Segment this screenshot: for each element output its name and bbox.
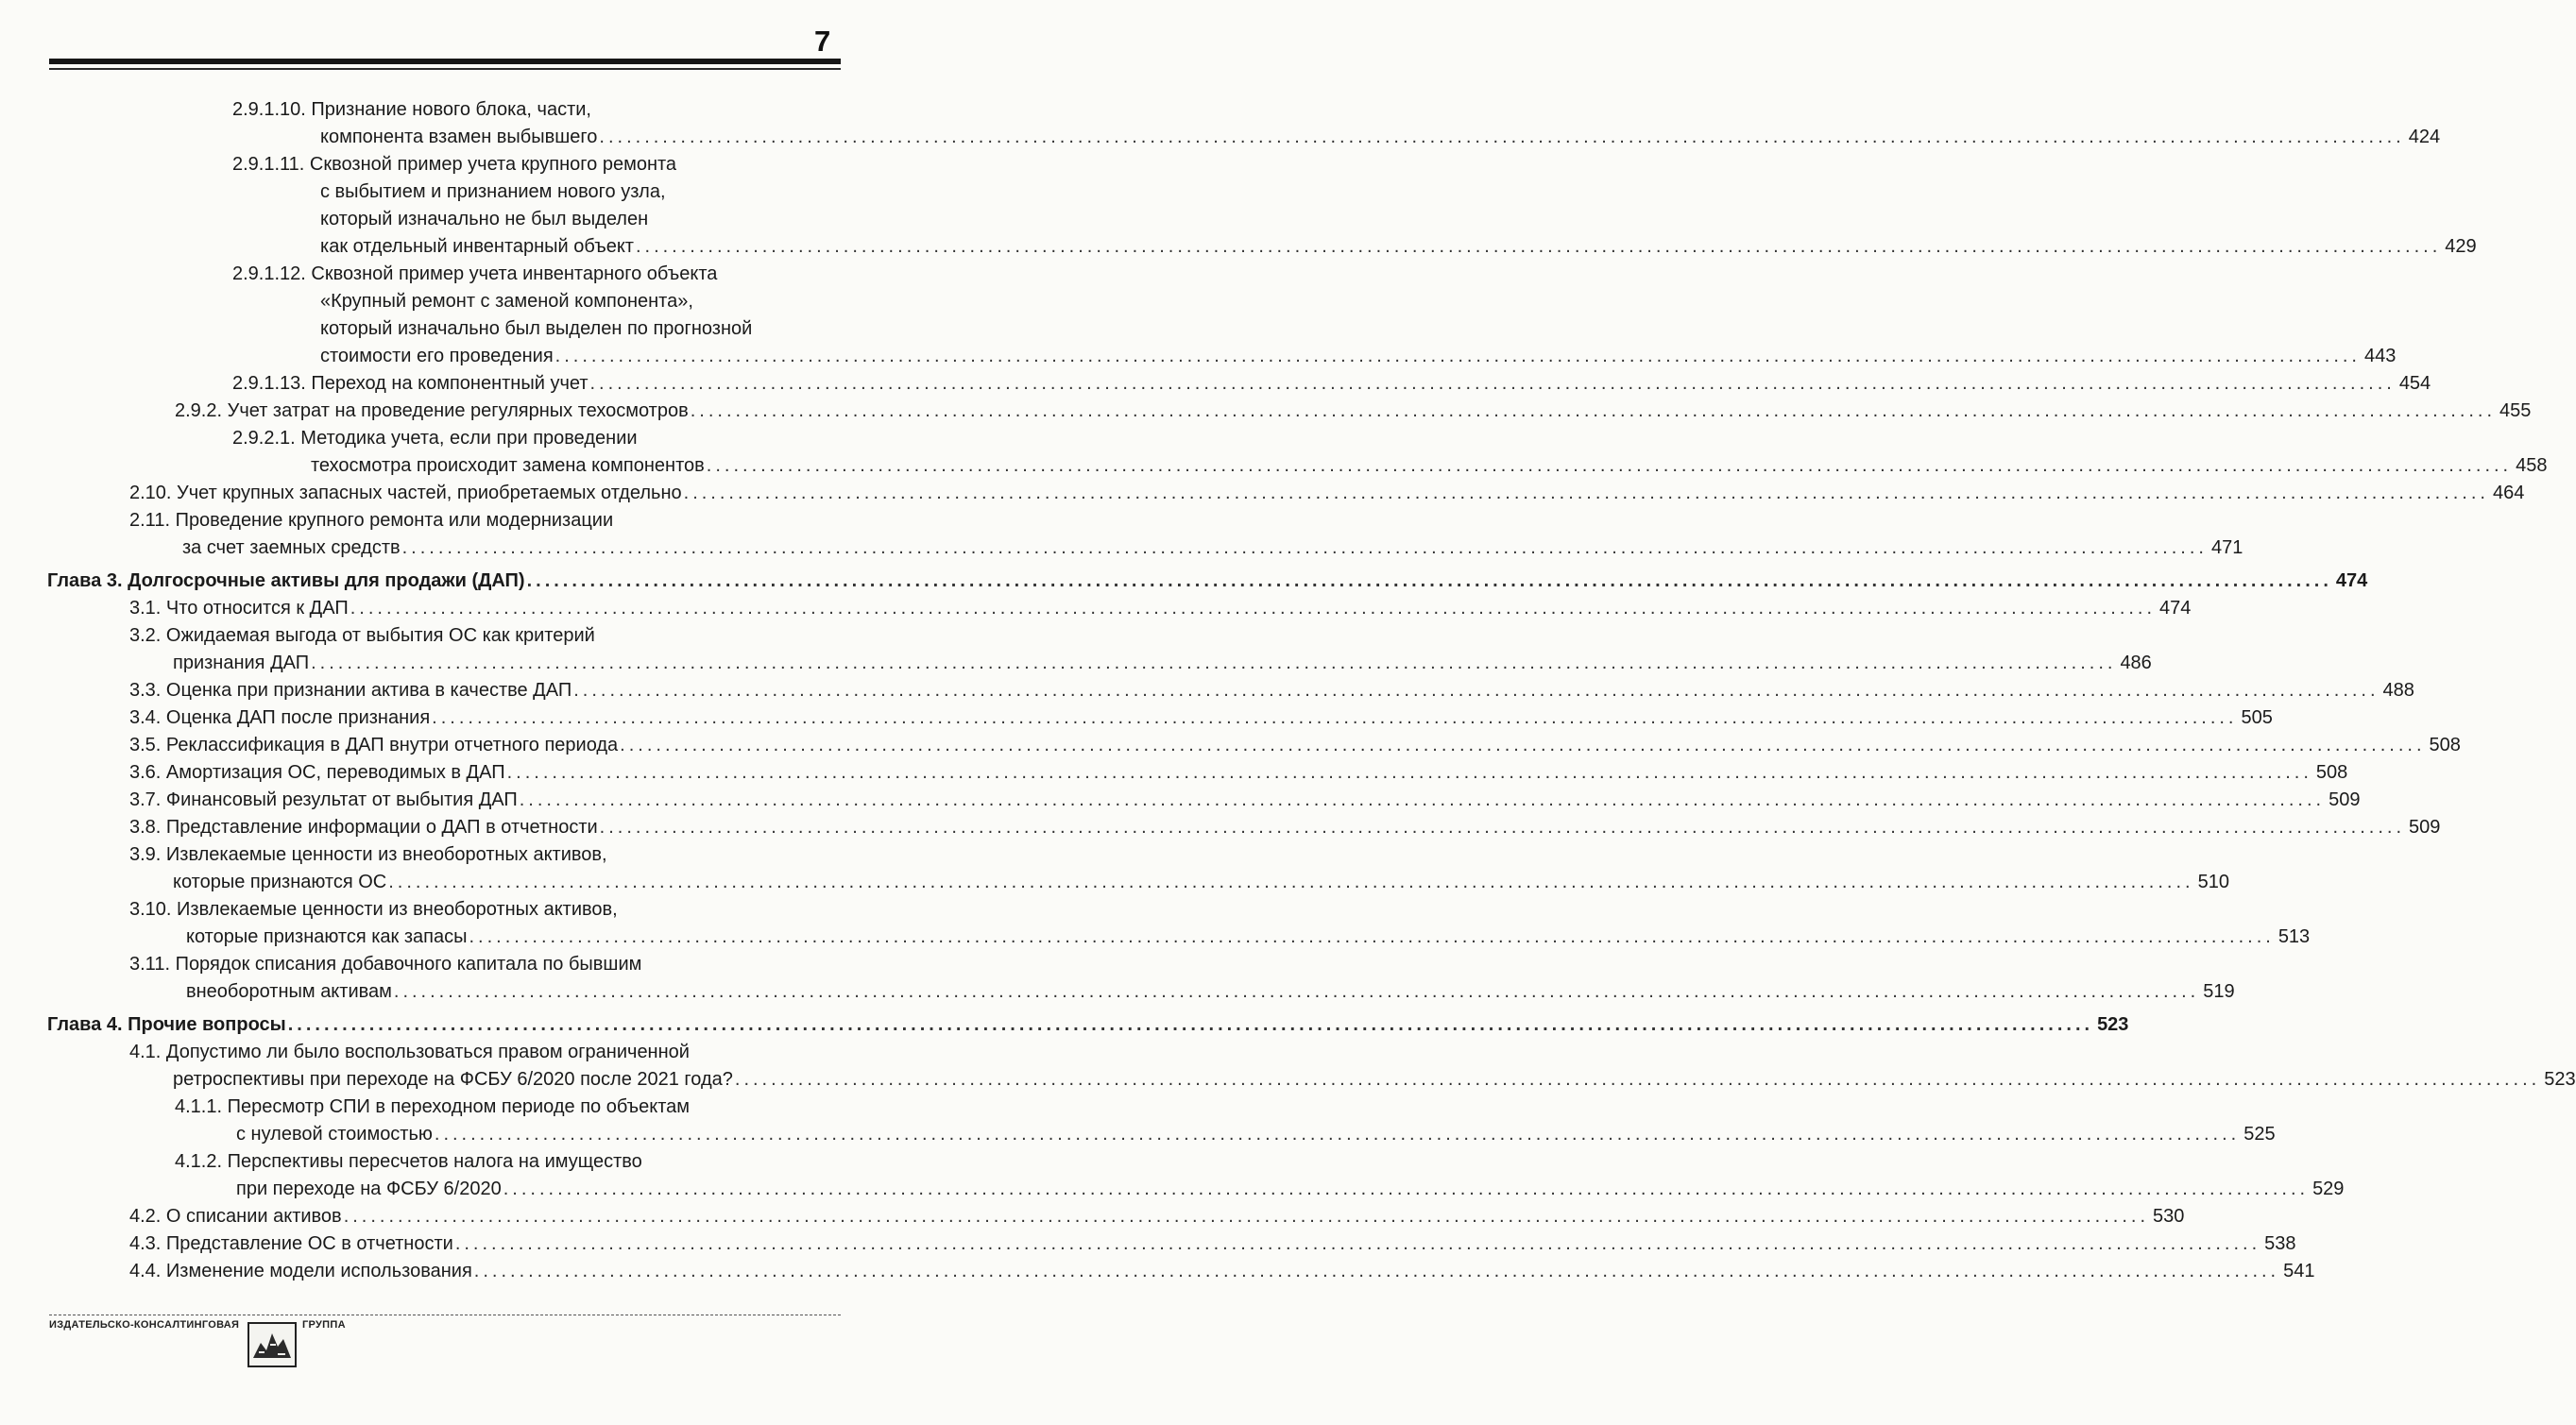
toc-line: [0, 841, 945, 869]
toc-entry: [0, 1039, 2576, 1094]
toc-line: [0, 704, 2273, 732]
toc-line: [0, 233, 2477, 261]
toc-entry-number: 3.3.: [129, 680, 162, 701]
toc-page-number: 474: [2159, 598, 2192, 619]
dot-leader: ........................................................................................................................................................................................................: [434, 1124, 2241, 1145]
page-number: 7: [814, 25, 831, 58]
toc-entry-title: техосмотра происходит замена компонентов: [311, 455, 705, 476]
toc-page-number: 510: [2197, 872, 2229, 892]
header-rule-thick: [49, 59, 841, 64]
toc-line: [0, 178, 945, 206]
dot-leader: ........................................................................................................................................................................................................: [506, 762, 2312, 783]
toc-line: [0, 759, 2348, 787]
toc-page-number: 508: [2429, 735, 2461, 755]
toc-entry-number: Глава 4.: [47, 1014, 123, 1035]
dot-leader: ........................................................................................................................................................................................................: [620, 735, 2426, 755]
toc-entry-title: Оценка при признании актива в качестве ДАП: [165, 680, 572, 701]
toc-entry-title: который изначально был выделен по прогнозной: [320, 318, 753, 339]
toc-entry-number: 3.11.: [129, 954, 170, 975]
toc-entry-number: 3.9.: [129, 844, 162, 865]
toc-line: [0, 398, 2532, 425]
toc-page-number: 505: [2241, 707, 2273, 728]
publisher-logo-graphic: [249, 1324, 295, 1366]
dot-leader: ........................................................................................................................................................................................................: [350, 598, 2157, 619]
toc-line: [0, 1258, 2315, 1285]
toc-line: [0, 869, 2229, 896]
toc-entry-title: которые признаются ОС: [173, 872, 387, 892]
toc-entry-title: Реклассификация в ДАП внутри отчетного периода: [165, 735, 619, 755]
toc-entry-title: Прочие вопросы: [128, 1014, 286, 1035]
toc-entry: [0, 1258, 2315, 1285]
dot-leader: ........................................................................................................................................................................................................: [401, 537, 2208, 558]
publisher-logo-icon: [247, 1322, 297, 1367]
toc-entry-title: Проведение крупного ремонта или модернизации: [175, 510, 614, 531]
toc-entry-number: 2.9.1.10.: [232, 99, 306, 120]
toc-page-number: 523: [2097, 1014, 2129, 1035]
toc-line: [0, 151, 945, 178]
toc-page-number: 454: [2398, 373, 2431, 394]
toc-entry-title: Методика учета, если при проведении: [300, 428, 638, 449]
toc-entry-title: как отдельный инвентарный объект: [320, 236, 634, 257]
toc-entry-title: Пересмотр СПИ в переходном периоде по объектам: [227, 1096, 691, 1117]
toc-entry: [0, 507, 2243, 562]
toc-line: [0, 1094, 945, 1121]
toc-entry-number: 2.9.2.1.: [232, 428, 296, 449]
toc-entry-number: 2.9.1.13.: [232, 373, 306, 394]
dot-leader: ........................................................................................................................................................................................................: [635, 236, 2442, 257]
toc-page-number: 488: [2382, 680, 2414, 701]
toc-line: [0, 622, 945, 650]
toc-entry-number: 2.9.1.12.: [232, 263, 306, 284]
toc-entry-title: которые признаются как запасы: [186, 926, 468, 947]
dot-leader: ........................................................................................................................................................................................................: [554, 346, 2361, 366]
toc-entry-title: компонента взамен выбывшего: [320, 127, 598, 147]
toc-entry: [0, 1148, 2345, 1203]
toc-entry-title: Признание нового блока, части,: [311, 99, 591, 120]
toc-entry-number: 4.3.: [129, 1233, 162, 1254]
dot-leader: ........................................................................................................................................................................................................: [473, 1261, 2280, 1281]
toc-entry-number: 3.8.: [129, 817, 162, 838]
toc-entry-title: Представление ОС в отчетности: [165, 1233, 453, 1254]
toc-entry-number: 4.1.1.: [175, 1096, 223, 1117]
toc-page-number: 474: [2335, 570, 2368, 591]
toc-entry: [0, 759, 2348, 787]
toc-line: [0, 1176, 2345, 1203]
dot-leader: ........................................................................................................................................................................................................: [526, 570, 2332, 591]
toc-entry: [0, 261, 2397, 370]
dot-leader: ........................................................................................................................................................................................................: [393, 981, 2200, 1002]
toc-entry-title: Извлекаемые ценности из внеоборотных активов,: [177, 899, 618, 920]
toc-line: [0, 425, 945, 452]
toc-line: [0, 1066, 2576, 1094]
footer-publisher-text: ИЗДАТЕЛЬСКО-КОНСАЛТИНГОВАЯ: [49, 1319, 240, 1331]
dot-leader: ........................................................................................................................................................................................................: [503, 1179, 2310, 1199]
toc-line: [0, 677, 2414, 704]
toc-entry-title: Долгосрочные активы для продажи (ДАП): [128, 570, 525, 591]
toc-line: [0, 978, 2235, 1006]
toc-entry-title: Представление информации о ДАП в отчетности: [165, 817, 598, 838]
toc-line: [0, 452, 2548, 480]
toc-entry-number: 3.6.: [129, 762, 162, 783]
dot-leader: ........................................................................................................................................................................................................: [432, 707, 2238, 728]
toc-entry: [0, 595, 2192, 622]
toc-page-number: 513: [2277, 926, 2311, 947]
dot-leader: ........................................................................................................................................................................................................: [388, 872, 2194, 892]
toc-entry-title: ретроспективы при переходе на ФСБУ 6/2020 после 2021 года?: [173, 1069, 733, 1090]
toc-line: [0, 1203, 2185, 1230]
toc-page-number: 458: [2516, 455, 2548, 476]
toc-entry-title: Ожидаемая выгода от выбытия ОС как критерий: [165, 625, 595, 646]
toc-page-number: 538: [2264, 1233, 2296, 1254]
dot-leader: ........................................................................................................................................................................................................: [573, 680, 2380, 701]
toc-entry-title: О списании активов: [165, 1206, 342, 1227]
toc-line: [0, 206, 945, 233]
dot-leader: ........................................................................................................................................................................................................: [454, 1233, 2261, 1254]
toc-entry-number: 4.1.: [129, 1042, 162, 1062]
toc-entry-number: 3.4.: [129, 707, 162, 728]
dot-leader: ........................................................................................................................................................................................................: [690, 400, 2497, 421]
toc-entry-title: Изменение модели использования: [165, 1261, 472, 1281]
dot-leader: ........................................................................................................................................................................................................: [469, 926, 2275, 947]
toc-entry-title: Учет крупных запасных частей, приобретаемых отдельно: [177, 483, 682, 503]
toc-line: [0, 1011, 2129, 1039]
toc-line: [0, 1121, 2276, 1148]
dot-leader: ........................................................................................................................................................................................................: [706, 455, 2513, 476]
toc-entry: [0, 1230, 2296, 1258]
toc-line: [0, 370, 2431, 398]
dot-leader: ........................................................................................................................................................................................................: [287, 1014, 2094, 1035]
toc-line: [0, 951, 945, 978]
dot-leader: ........................................................................................................................................................................................................: [343, 1206, 2150, 1227]
toc-page-number: 530: [2153, 1206, 2185, 1227]
toc-line: [0, 96, 945, 124]
toc-entry: [0, 951, 2235, 1006]
toc-chapter-entry: [0, 1006, 2129, 1039]
toc-entry-title: Порядок списания добавочного капитала по бывшим: [175, 954, 642, 975]
toc-line: [0, 896, 945, 924]
toc-line: [0, 1039, 945, 1066]
toc-entry: [0, 151, 2477, 261]
toc-entry: [0, 480, 2525, 507]
toc-line: [0, 480, 2525, 507]
toc-line: [0, 924, 2311, 951]
toc-entry: [0, 787, 2361, 814]
toc-line: [0, 288, 945, 315]
toc-line: [0, 261, 945, 288]
toc-line: [0, 787, 2361, 814]
toc-page-number: 525: [2243, 1124, 2276, 1145]
toc-page-number: 509: [2409, 817, 2441, 838]
toc-entry-title: Извлекаемые ценности из внеоборотных активов,: [165, 844, 607, 865]
toc-entry-title: внеоборотным активам: [186, 981, 392, 1002]
toc-entry-number: 3.7.: [129, 789, 162, 810]
toc-page-number: 443: [2363, 346, 2397, 366]
toc-entry-title: Переход на компонентный учет: [311, 373, 589, 394]
toc-page-number: 523: [2544, 1069, 2576, 1090]
toc-entry: [0, 1203, 2185, 1230]
toc-line: [0, 534, 2243, 562]
toc-line: [0, 124, 2441, 151]
dot-leader: ........................................................................................................................................................................................................: [519, 789, 2326, 810]
toc-entry-number: 2.9.1.11.: [232, 154, 305, 175]
toc-line: [0, 814, 2441, 841]
toc-entry-number: 3.10.: [129, 899, 172, 920]
toc-page-number: 519: [2203, 981, 2235, 1002]
dot-leader: ........................................................................................................................................................................................................: [683, 483, 2489, 503]
toc-page-number: 424: [2408, 127, 2441, 147]
toc-line: [0, 1148, 945, 1176]
toc-entry-title: при переходе на ФСБУ 6/2020: [236, 1179, 502, 1199]
dot-leader: ........................................................................................................................................................................................................: [311, 653, 2117, 673]
toc-entry-title: Перспективы пересчетов налога на имущество: [227, 1151, 642, 1172]
toc-entry-title: Допустимо ли было воспользоваться правом ограниченной: [165, 1042, 690, 1062]
toc-page-number: 529: [2312, 1179, 2345, 1199]
toc-line: [0, 650, 2152, 677]
toc-entry-number: 2.10.: [129, 483, 172, 503]
toc-entry-title: Финансовый результат от выбытия ДАП: [165, 789, 518, 810]
toc-page-number: 541: [2283, 1261, 2315, 1281]
toc-entry: [0, 1094, 2276, 1148]
toc-line: [0, 732, 2461, 759]
header-rule-thin: [49, 68, 841, 70]
toc-entry: [0, 370, 2431, 398]
toc-entry-number: 4.1.2.: [175, 1151, 223, 1172]
footer-group-text: ГРУППА: [302, 1319, 346, 1331]
toc-entry-number: 3.2.: [129, 625, 162, 646]
toc-page-number: 508: [2315, 762, 2348, 783]
toc-page-number: 455: [2499, 400, 2532, 421]
toc-entry: [0, 96, 2441, 151]
toc-line: [0, 343, 2397, 370]
toc-entry-title: Амортизация ОС, переводимых в ДАП: [165, 762, 505, 783]
toc-entry-number: 2.9.2.: [175, 400, 223, 421]
toc-entry-title: с нулевой стоимостью: [236, 1124, 433, 1145]
toc-page-number: 471: [2210, 537, 2243, 558]
toc-entry-title: за счет заемных средств: [182, 537, 401, 558]
toc-line: [0, 595, 2192, 622]
toc-page-number: 429: [2445, 236, 2477, 257]
toc-entry: [0, 732, 2461, 759]
toc-entry-title: который изначально не был выделен: [320, 209, 649, 229]
toc-line: [0, 507, 945, 534]
toc-entry: [0, 677, 2414, 704]
toc-entry-number: 2.11.: [129, 510, 170, 531]
toc-entry-title: Оценка ДАП после признания: [165, 707, 431, 728]
toc-entry-number: 3.5.: [129, 735, 162, 755]
toc-entry-title: Что относится к ДАП: [165, 598, 349, 619]
toc-entry: [0, 425, 2548, 480]
toc-entry-title: Сквозной пример учета крупного ремонта: [309, 154, 677, 175]
toc-entry-title: «Крупный ремонт с заменой компонента»,: [320, 291, 693, 312]
toc-entry-title: Сквозной пример учета инвентарного объекта: [311, 263, 718, 284]
toc-entry-number: 4.4.: [129, 1261, 162, 1281]
toc-page-number: 486: [2120, 653, 2152, 673]
toc-entry-title: с выбытием и признанием нового узла,: [320, 181, 666, 202]
dot-leader: ........................................................................................................................................................................................................: [599, 127, 2405, 147]
toc-entry-title: признания ДАП: [173, 653, 310, 673]
dot-leader: ........................................................................................................................................................................................................: [589, 373, 2396, 394]
toc-entry: [0, 622, 2152, 677]
toc-entry-title: Учет затрат на проведение регулярных техосмотров: [227, 400, 689, 421]
toc-line: [0, 568, 2368, 595]
dot-leader: ........................................................................................................................................................................................................: [734, 1069, 2541, 1090]
toc-entry-number: Глава 3.: [47, 570, 123, 591]
toc-entry: [0, 814, 2441, 841]
table-of-contents: [0, 96, 2576, 1285]
toc-line: [0, 315, 945, 343]
toc-entry: [0, 704, 2273, 732]
toc-entry: [0, 841, 2229, 896]
toc-page-number: 509: [2329, 789, 2361, 810]
dot-leader: ........................................................................................................................................................................................................: [599, 817, 2405, 838]
toc-entry: [0, 398, 2532, 425]
toc-line: [0, 1230, 2296, 1258]
toc-entry-number: 3.1.: [129, 598, 162, 619]
toc-chapter-entry: [0, 562, 2368, 595]
toc-entry: [0, 896, 2311, 951]
toc-entry-number: 4.2.: [129, 1206, 162, 1227]
toc-page-number: 464: [2492, 483, 2525, 503]
toc-entry-title: стоимости его проведения: [320, 346, 554, 366]
